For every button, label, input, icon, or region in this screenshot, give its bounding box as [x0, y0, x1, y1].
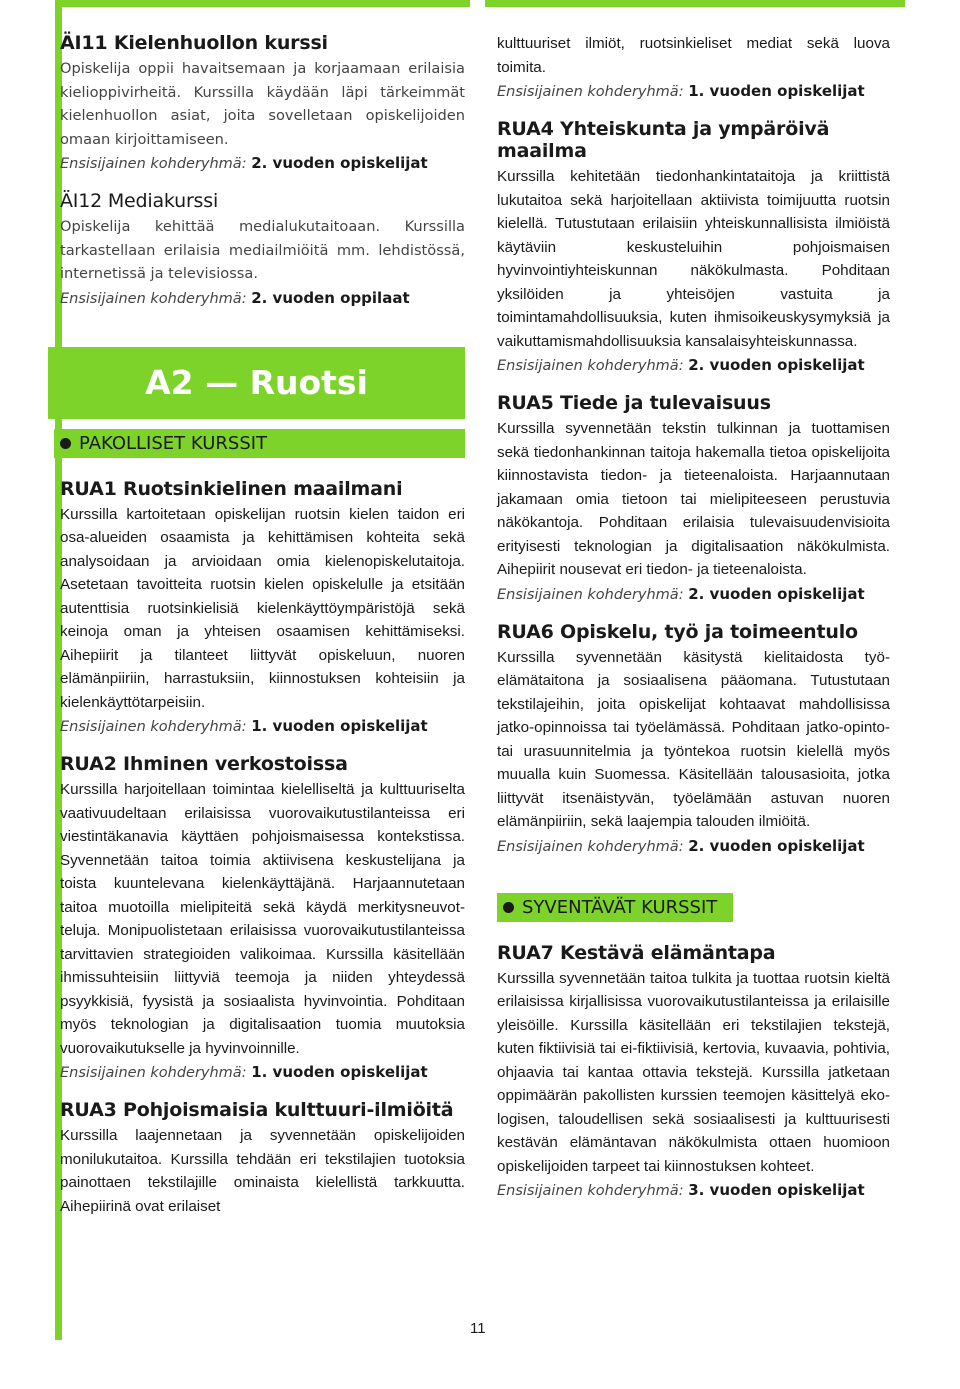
course-rua6 — [497, 621, 890, 859]
course-title: ÄI12 Mediakurssi — [60, 190, 219, 212]
course-description: Kurssilla syvennetään taitoa tulkita ja tuottaa ruotsin kieltä erilaisissa kirjallisissa vuorovaikutustilanteissa ja erilaisille yleisöille. Kurssilla käsitellään eri tekstilajien tekstejä, kuten fiktiivisiä tai ei-fiktiivisiä, kertovia, kuvaavia, pohtivia, ohjaavia tai kantaa ottavia tekstejä. Kurssilla jatketaan oppimäärän pakollisten kurssien teemojen käsittelyä ekologisen, taloudellisen sekä sosiaalisesti ja kulttuurisesti kestävän elämäntavan näkökulmista ottaen huomioon opiskelijoiden tarpeet tai kiinnostuksen kohteet. — [497, 969, 890, 1175]
target-value: 2. vuoden opiskelijat — [251, 154, 428, 172]
target-group — [497, 353, 890, 378]
course-title: RUA4 Yhteiskunta ja ympäröivä maailma — [497, 118, 830, 162]
target-label: Ensisijainen kohderyhmä: — [497, 84, 689, 100]
course-rua2 — [60, 753, 465, 1085]
target-label: Ensisijainen kohderyhmä: — [60, 156, 252, 172]
target-group — [497, 1178, 890, 1203]
course-ai12 — [60, 190, 465, 311]
target-value: 2. vuoden opiskelijat — [688, 836, 865, 855]
target-value: 1. vuoden opiskelijat — [251, 1063, 428, 1081]
course-rua7 — [497, 942, 890, 1204]
target-label: Ensisijainen kohderyhmä: — [60, 719, 252, 735]
target-value: 2. vuoden opiskelijat — [688, 356, 865, 374]
course-title: RUA3 Pohjoismaisia kulttuuri-ilmiöitä — [60, 1099, 454, 1121]
course-description: Opiskelija oppii havaitsemaan ja korjaamaan erilaisia kielioppivirheitä. Kurssilla käydään läpi tärkeimmät kielenhuollon asiat, joita sovelletaan opiskelijoiden omaan kirjoittamiseen. — [60, 60, 465, 148]
course-ai11 — [60, 32, 465, 176]
banner-title: A2 — Ruotsi — [145, 363, 368, 402]
target-group — [497, 582, 890, 607]
target-group — [60, 714, 465, 739]
target-label: Ensisijainen kohderyhmä: — [60, 290, 252, 307]
course-title: RUA5 Tiede ja tulevaisuus — [497, 392, 771, 414]
target-label: Ensisijainen kohderyhmä: — [497, 358, 689, 374]
right-column — [497, 0, 890, 1217]
course-rua4 — [497, 118, 890, 378]
course-description: kulttuuriset ilmiöt, ruotsinkieliset mediat sekä luova toimita. — [497, 35, 890, 76]
target-value: 2. vuoden opiskelijat — [688, 584, 865, 603]
course-rua3 — [60, 1099, 465, 1218]
course-title: ÄI11 Kielenhuollon kurssi — [60, 32, 328, 54]
group-heading-label: SYVENTÄVÄT KURSSIT — [522, 896, 718, 918]
target-value: 2. vuoden oppilaat — [251, 288, 410, 307]
course-rua3-continued — [497, 32, 890, 104]
language-banner — [48, 347, 465, 419]
group-heading-advanced — [497, 893, 733, 922]
course-rua1 — [60, 478, 465, 740]
course-description: Kurssilla kehitetään tiedonhankintataitoja ja kriittistä lukutaitoa sekä harjoitellaan aktiivista toimijuutta ruotsin kielellä. Tutustutaan erilaisiin yhteiskunnallisista ilmiöistä käytäviin keskusteluihin pohjoismaisen hyvinvointiyhteiskunnan näkökulmasta. Pohditaan yksilöiden ja yhteisöjen vastuita ja toimintamahdollisuuksia, kuten ihmisoikeuskysymyksiä ja vaikuttamismahdollisuuksia kansalaisyhteiskunnassa. — [497, 168, 890, 350]
target-value: 1. vuoden opiskelijat — [251, 717, 428, 735]
course-title: RUA2 Ihminen verkostoissa — [60, 753, 348, 775]
course-title: RUA6 Opiskelu, työ ja toimeentulo — [497, 620, 858, 643]
bullet-icon — [60, 438, 71, 449]
course-description: Kurssilla harjoitellaan toimintaa kielelliseltä ja kulttuuriselta vaativuudeltaan erilaisissa vuorovaikutustilanteissa eri viestintäkanavia käyttäen pohjoismaisessa kontekstissa. Syvennetään taitoa toimia aktiivisena keskustelijana ja toista kuuntelevana kielenkäyttäjänä. Harjaannutetaan taitoa muotoilla mielipiteitä sekä käydä merkitysneuvotteluja. Monipuolistetaan erilaisissa vuorovaikutustilanteissa tarvittavien strategioiden valikoimaa. Kurssilla käsitellään ihmissuhteisiin liittyviä teemoja ja niiden yhteydessä psyykkisiä, fyysistä ja sosiaalista hyvinvointia. Pohditaan myös teknologian ja digitalisaation tuomia muutoksia vuorovaikutukselle ja hyvinvoinnille. — [60, 781, 465, 1057]
target-group — [60, 286, 465, 311]
course-title: RUA1 Ruotsinkielinen maailmani — [60, 477, 403, 500]
group-heading-mandatory — [54, 429, 465, 458]
target-label: Ensisijainen kohderyhmä: — [497, 586, 689, 603]
target-label: Ensisijainen kohderyhmä: — [497, 838, 689, 855]
course-description: Kurssilla syvennetään käsitystä kielitaidosta työelämätaitona ja sosiaalisena pääomana. Tutustutaan tekstilajeihin, joita opiskelijat kohtaavat mahdollisissa jatko-opinnoissa tai työelämässä. Pohditaan jatko-opinto- tai urasuunnitelmia ja työntekoa ruotsin kielellä myös muualla kuin Suomessa. Käsitellään talousasioita, jotka liittyvät itsenäistyvän, työelämään astuvan nuoren elämänpiiriin, sekä laajempia talouden ilmiöitä. — [497, 648, 890, 830]
group-heading-label: PAKOLLISET KURSSIT — [79, 432, 268, 454]
target-group — [497, 834, 890, 859]
course-description: Kurssilla kartoitetaan opiskelijan ruotsin kielen taidon eri osa-alueiden osaamista ja kehittämisen kohteita sekä analysoidaan ja arvioidaan omia kielenopiskelutaitoja. Asetetaan tavoitteita ruotsin kielen opiskelulle ja etsitään autenttisia ruotsinkielisiä kielenkäyttöympäristöjä sekä keinoja oman ja yhteisen osaamisen kehittämiseksi. Aihepiirit ja tilanteet liittyvät opiskeluun, nuoren elämänpiiriin, harrastuksiin, kiinnostuksen kohteisiin ja kielenkäyttötarpeisiin. — [60, 505, 465, 711]
course-title: RUA7 Kestävä elämäntapa — [497, 941, 776, 964]
target-group — [497, 79, 890, 104]
course-description: Kurssilla laajennetaan ja syvennetään opiskelijoiden monilukutaitoa. Kurssilla tehdään eri tekstilajien tuotoksia painottaen tekstilajille ominaista kielellistä tarkkuutta. Aihepiirinä ovat erilaiset — [60, 1127, 465, 1215]
bullet-icon — [503, 902, 514, 913]
target-group — [60, 151, 465, 176]
target-label: Ensisijainen kohderyhmä: — [60, 1065, 252, 1081]
target-group — [60, 1060, 465, 1085]
course-description: Opiskelija kehittää medialukutaitoaan. Kurssilla tarkastellaan erilaisia mediailmiöitä mm. lehdistössä, internetissä ja televisiossa. — [60, 218, 465, 282]
target-label: Ensisijainen kohderyhmä: — [497, 1183, 689, 1199]
target-value: 1. vuoden opiskelijat — [688, 82, 865, 100]
page-number: 11 — [470, 1320, 486, 1337]
course-description: Kurssilla syvennetään tekstin tulkinnan ja tuottamisen sekä tiedonhankinnan taitoja hakemalla tietoa opiskelijoita kiinnostavista tiedon- ja tieteenaloista. Harjaannutaan jakamaan omia tietoon tai mielipiteeseen perustuvia näkökantoja. Pohditaan erilaisia tulevaisuudenvisioita erityisesti teknologian ja digitalisaation näkökulmista. Aihepiirit nousevat eri tiedon- ja tieteenaloista. — [497, 420, 890, 578]
left-column — [60, 0, 465, 1232]
course-rua5 — [497, 392, 890, 607]
target-value: 3. vuoden opiskelijat — [688, 1181, 865, 1199]
